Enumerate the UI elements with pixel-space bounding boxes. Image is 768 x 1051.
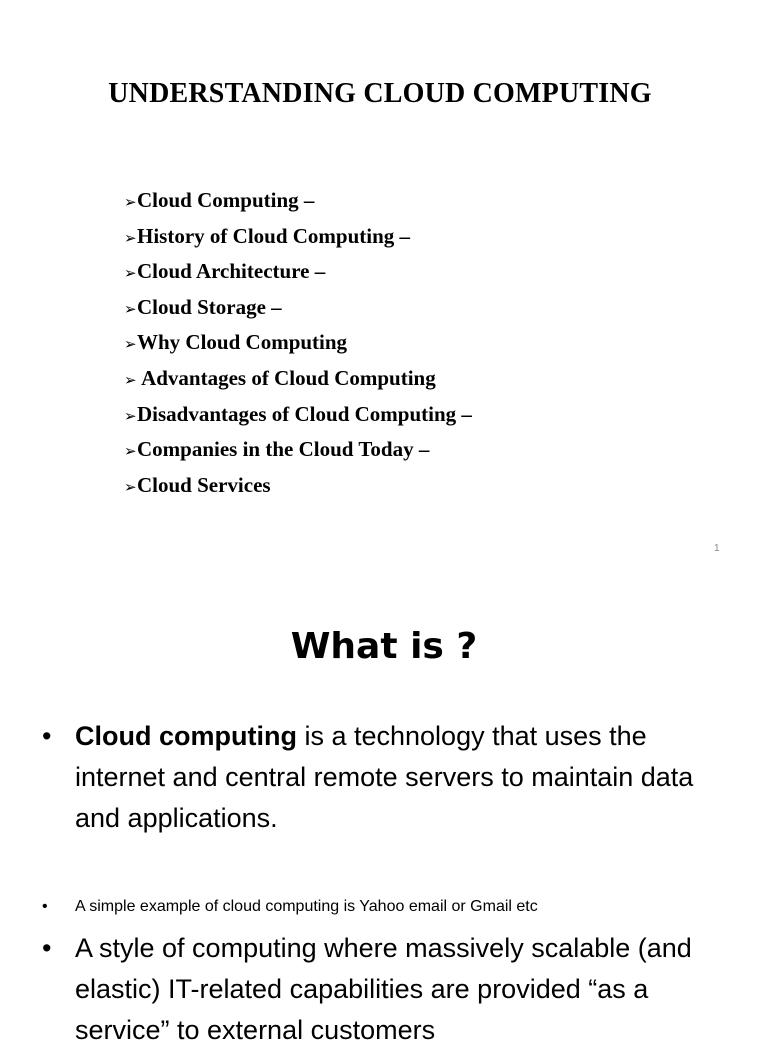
definition-text: A style of computing where massively scalable (and elastic) IT-related capabilities are provided “as a service” to external customers — [75, 933, 692, 1045]
arrow-bullet-icon: ➢ — [124, 264, 137, 283]
page-number: 1 — [714, 543, 720, 554]
arrow-bullet-icon: ➢ — [124, 370, 137, 389]
term-bold: Cloud computing — [75, 721, 297, 751]
list-item: ➢ Disadvantages of Cloud Computing – — [124, 398, 472, 434]
list-item: ➢ Cloud Computing – — [124, 184, 472, 220]
list-item: ➢ Advantages of Cloud Computing — [124, 362, 472, 398]
list-item — [42, 896, 732, 918]
topics-list — [124, 184, 472, 504]
arrow-bullet-icon: ➢ — [124, 228, 137, 247]
list-item: ➢ History of Cloud Computing – — [124, 220, 472, 256]
list-item: ➢ Cloud Services — [124, 469, 472, 505]
slide-title: UNDERSTANDING CLOUD COMPUTING — [108, 78, 652, 109]
list-item: ➢ Cloud Storage – — [124, 291, 472, 327]
arrow-bullet-icon: ➢ — [124, 442, 137, 461]
list-item: ➢ Companies in the Cloud Today – — [124, 433, 472, 469]
definition-text: is a technology that uses the internet and central remote servers to maintain data and applications. — [75, 721, 694, 833]
list-item — [42, 716, 732, 839]
arrow-bullet-icon: ➢ — [124, 299, 137, 318]
arrow-bullet-icon: ➢ — [124, 335, 137, 354]
bullet-icon: • — [42, 933, 52, 963]
bullet-icon: • — [42, 721, 52, 751]
arrow-bullet-icon: ➢ — [124, 406, 137, 425]
bullet-icon: • — [42, 898, 48, 915]
example-text: A simple example of cloud computing is Yahoo email or Gmail etc — [75, 898, 538, 915]
arrow-bullet-icon: ➢ — [124, 193, 137, 211]
list-item: ➢ Why Cloud Computing — [124, 326, 472, 362]
list-item: ➢ Cloud Architecture – — [124, 255, 472, 291]
definition-list — [42, 716, 732, 1051]
list-item — [42, 928, 732, 1051]
slide-title: What is ? — [290, 626, 478, 667]
arrow-bullet-icon: ➢ — [124, 477, 137, 496]
